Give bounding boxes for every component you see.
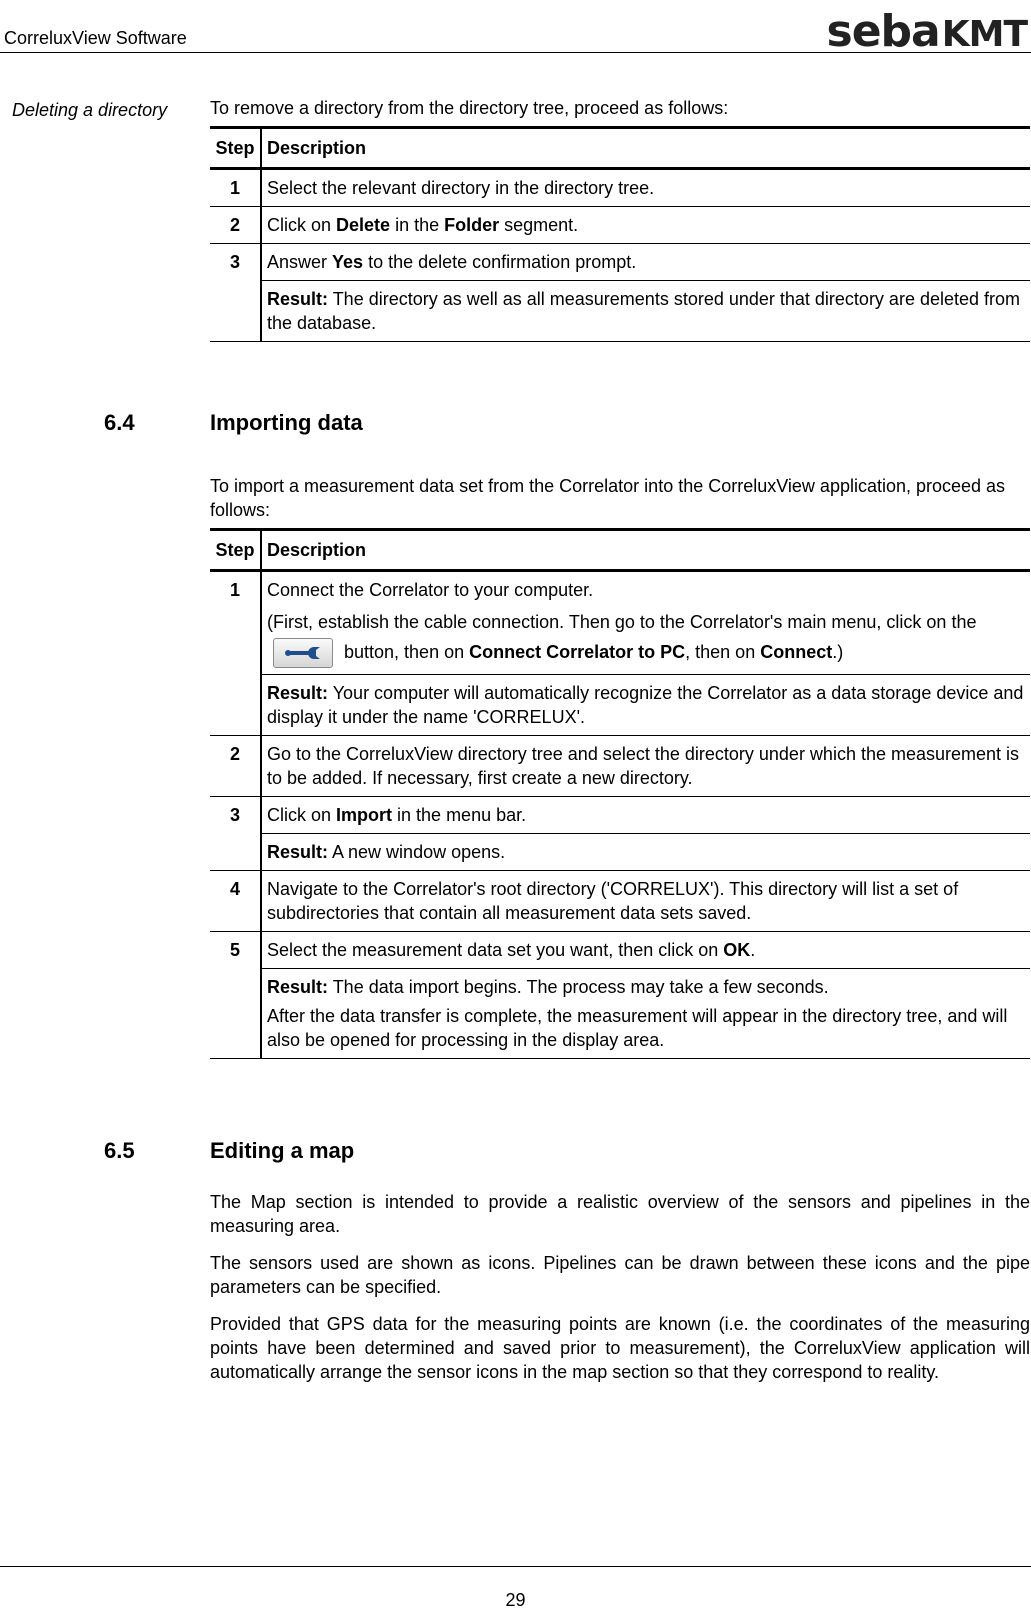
paragraph: The Map section is intended to provide a realistic overview of the sensors and pipelines in the measuring area. [210, 1192, 1030, 1236]
step-description: Click on Delete in the Folder segment. [261, 207, 1030, 244]
table-row [210, 244, 1030, 281]
table-row [210, 571, 1030, 675]
step-description: Select the relevant directory in the directory tree. [261, 169, 1030, 207]
step-description: Connect the Correlator to your computer. (First, establish the cable connection. Then go to the Correlator's main menu, click on the button, then on Connect Correlator to PC, then on Connect.) [261, 571, 1030, 675]
step-result: Result: Your computer will automatically recognize the Correlator as a data storage device and display it under the name 'CORRELUX'. [261, 675, 1030, 736]
page-number: 29 [505, 1590, 526, 1610]
step-column-header: Step [210, 530, 261, 571]
table-row [210, 207, 1030, 244]
step-number: 2 [210, 736, 261, 797]
table-row [210, 169, 1030, 207]
import-intro: To import a measurement data set from the Correlator into the CorreluxView application, proceed as follows: [210, 476, 1006, 520]
step-number: 1 [210, 571, 261, 736]
map-section [210, 1190, 1030, 1384]
step-result: Result: The directory as well as all measurements stored under that directory are deleted from the database. [261, 281, 1030, 342]
step-description: Select the measurement data set you want, then click on OK. [261, 932, 1030, 969]
page-header [0, 0, 1031, 57]
step-description: Click on Import in the menu bar. [261, 797, 1030, 834]
step-description: Answer Yes to the delete confirmation prompt. [261, 244, 1030, 281]
step-number: 5 [210, 932, 261, 1059]
table-header-row [210, 530, 1030, 571]
paragraph: The sensors used are shown as icons. Pipelines can be drawn between these icons and the pipe parameters can be specified. [210, 1253, 1030, 1297]
step-description: Navigate to the Correlator's root directory ('CORRELUX'). This directory will list a set of subdirectories that contain all measurement data sets saved. [261, 871, 1030, 932]
table-row [210, 871, 1030, 932]
step-number: 3 [210, 797, 261, 871]
step-number: 2 [210, 207, 261, 244]
delete-intro: To remove a directory from the directory tree, proceed as follows: [210, 98, 729, 118]
section-number: 6.5 [104, 1138, 135, 1163]
delete-section [210, 96, 1030, 342]
section-title: Importing data [210, 410, 363, 435]
wrench-button-icon [273, 638, 333, 668]
paragraph: Provided that GPS data for the measuring points are known (i.e. the coordinates of the measuring points have been determined and saved prior to measurement), the CorreluxView application will automatically arrange the sensor icons in the map section so that they correspond to reality. [210, 1314, 1030, 1382]
delete-steps-table [210, 126, 1030, 342]
section-title: Editing a map [210, 1138, 355, 1163]
description-column-header: Description [261, 128, 1030, 169]
table-row [210, 932, 1030, 969]
table-row-result [210, 281, 1030, 342]
sebakmt-logo: sebaKMT [826, 6, 1027, 57]
step-number: 3 [210, 244, 261, 342]
import-steps-table [210, 528, 1030, 1059]
table-row [210, 797, 1030, 834]
import-section [210, 474, 1030, 1059]
table-row-result [210, 969, 1030, 1059]
side-label-deleting: Deleting a directory [12, 100, 168, 120]
footer-rule [0, 1566, 1031, 1567]
step-number: 4 [210, 871, 261, 932]
section-number: 6.4 [104, 410, 135, 435]
step-result: Result: A new window opens. [261, 834, 1030, 871]
step-description: Go to the CorreluxView directory tree and select the directory under which the measurement is to be added. If necessary, first create a new directory. [261, 736, 1030, 797]
step-column-header: Step [210, 128, 261, 169]
document-title: CorreluxView Software [4, 28, 187, 48]
table-row-result [210, 675, 1030, 736]
step-number: 1 [210, 169, 261, 207]
table-row-result [210, 834, 1030, 871]
table-header-row [210, 128, 1030, 169]
step-result: Result: The data import begins. The process may take a few seconds. After the data transfer is complete, the measurement will appear in the directory tree, and will also be opened for processing in the display area. [261, 969, 1030, 1059]
table-row [210, 736, 1030, 797]
description-column-header: Description [261, 530, 1030, 571]
